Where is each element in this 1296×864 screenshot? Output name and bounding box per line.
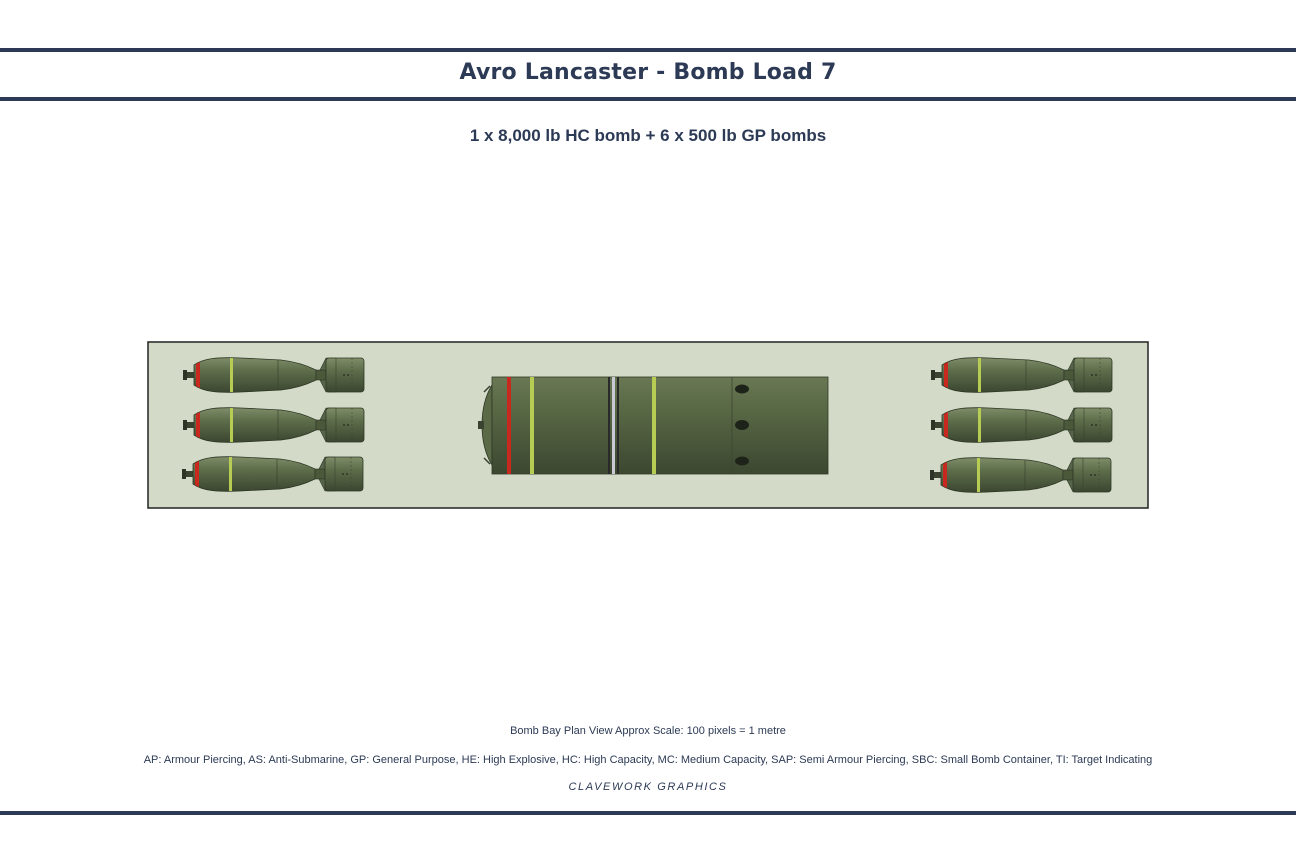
gp-bomb-left-2 [183, 408, 364, 443]
abbreviations-legend: AP: Armour Piercing, AS: Anti-Submarine, GP: General Purpose, HE: High Explosive, HC: High Capacity, MC: Medium Capacity, SAP: Semi Armour Piercing, SBC: Small Bomb Container, TI: Target Indicating [143, 754, 1153, 766]
page-title: Avro Lancaster - Bomb Load 7 [459, 60, 837, 85]
gp-bomb-left-3 [182, 457, 363, 492]
gp-bomb-left-1 [183, 358, 364, 393]
gp-bomb-right-2 [931, 408, 1112, 443]
load-subtitle: 1 x 8,000 lb HC bomb + 6 x 500 lb GP bombs [469, 126, 827, 145]
gp-bomb-right-3 [930, 458, 1111, 493]
hc-bomb-8000lb [478, 377, 828, 474]
bottom-rule [0, 811, 1296, 815]
gp-bomb-right-1 [931, 358, 1112, 393]
credit-logo: CLAVEWORK GRAPHICS [568, 781, 728, 793]
scale-note: Bomb Bay Plan View Approx Scale: 100 pixels = 1 metre [510, 725, 786, 737]
